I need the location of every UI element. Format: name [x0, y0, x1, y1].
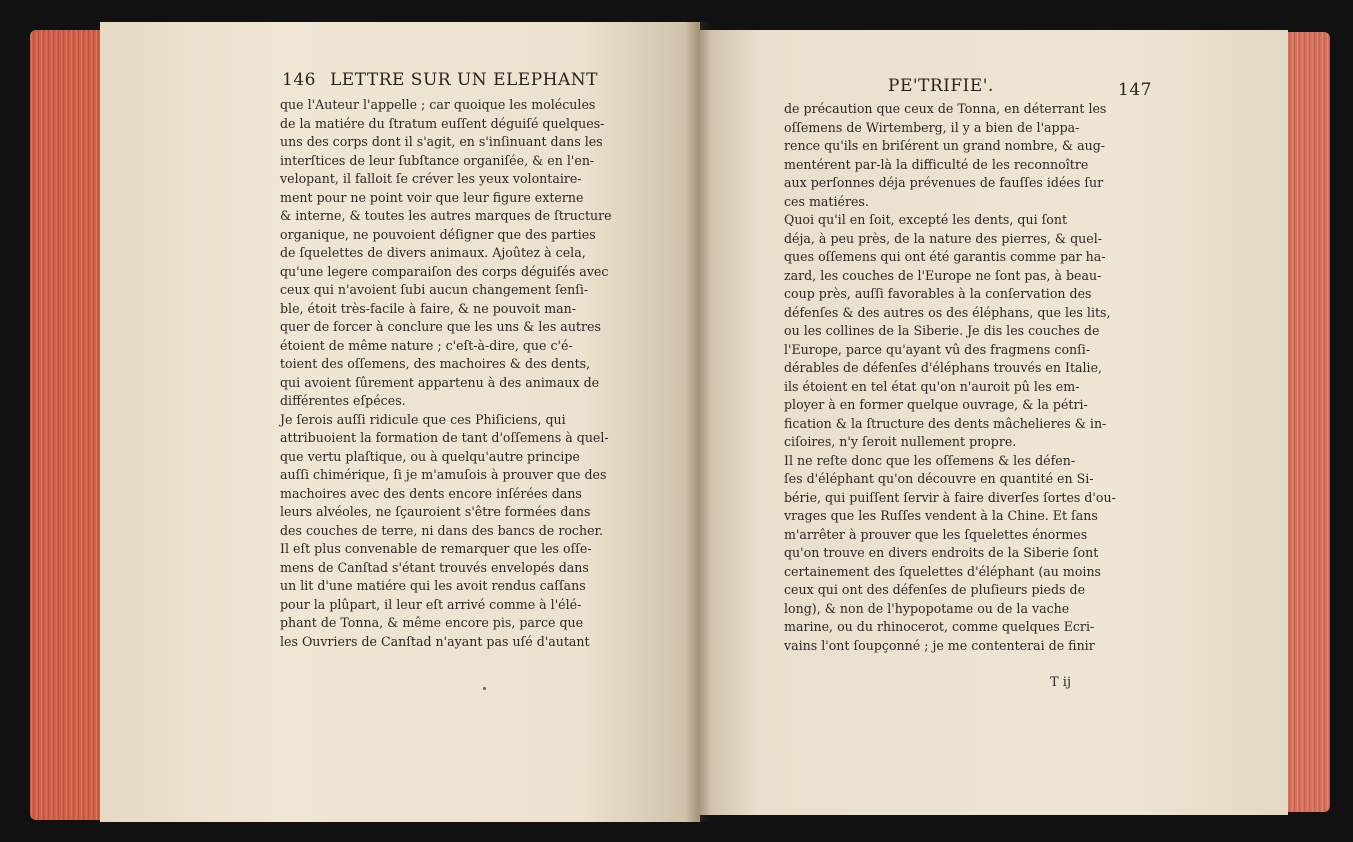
left-page-edges — [30, 30, 110, 820]
text-line: l'Europe, parce qu'ayant vû des fragmens conſi- — [784, 341, 1091, 357]
text-line: marine, ou du rhinocerot, comme quelques Ecri- — [784, 619, 1095, 634]
text-line: uns des corps dont il s'agit, en s'inſinuant dans les — [280, 134, 603, 149]
text-line: ciſoires, n'y ſeroit nullement propre. — [784, 434, 1017, 449]
text-line: défenſes & des autres os des éléphans, que les lits, — [784, 304, 1111, 320]
text-line: leurs alvéoles, ne ſçauroient s'être formées dans — [280, 504, 591, 519]
text-line: ceux qui n'avoient ſubi aucun changement ſenſi- — [280, 282, 589, 297]
text-line: ou les collines de la Siberie. Je dis les couches de — [784, 323, 1100, 338]
text-line: ble, étoit très-facile à faire, & ne pouvoit man- — [280, 300, 577, 316]
text-line: ceux qui ont des défenſes de pluſieurs pieds de — [784, 582, 1086, 597]
text-line: qui avoient ſûrement appartenu à des animaux de — [280, 374, 600, 390]
text-line: toient des oſſemens, des machoires & des dents, — [280, 356, 591, 371]
text-line: certainement des ſquelettes d'éléphant (au moins — [784, 563, 1102, 579]
text-line: différentes eſpéces. — [280, 393, 406, 408]
text-line: que l'Auteur l'appelle ; car quoique les molécules — [280, 97, 596, 112]
left-page-number: 146 — [282, 70, 316, 90]
text-line: Il eſt plus convenable de remarquer que les oſſe- — [280, 541, 592, 556]
text-line: Quoi qu'il en ſoit, excepté les dents, qui ſont — [784, 212, 1068, 227]
text-line: long), & non de l'hypopotame ou de la vache — [784, 600, 1070, 616]
text-line: des couches de terre, ni dans des bancs de rocher. — [280, 522, 604, 538]
text-line: ques oſſemens qui ont été garantis comme par ha- — [784, 249, 1106, 264]
text-line: & interne, & toutes les autres marques de ſtructure — [280, 208, 612, 223]
text-line: m'arrêter à prouver que les ſquelettes énormes — [784, 526, 1088, 542]
text-line: organique, ne pouvoient déſigner que des parties — [280, 226, 596, 242]
text-line: interſtices de leur ſubſtance organiſée, & en l'en- — [280, 152, 595, 168]
text-line: de la matiére du ſtratum euſſent déguiſé quelques- — [280, 115, 605, 131]
text-line: Je ſerois auſſi ridicule que ces Phiſiciens, qui — [280, 411, 566, 427]
text-line: ces matiéres. — [784, 193, 869, 209]
text-line: Il ne reſte donc que les oſſemens & les défen- — [784, 452, 1076, 468]
text-line: phant de Tonna, & même encore pis, parce que — [280, 615, 584, 630]
text-line: coup près, auſſi favorables à la conſervation des — [784, 286, 1092, 301]
text-line: que vertu plaſtique, ou à quelqu'autre principe — [280, 448, 580, 464]
left-page — [100, 22, 700, 822]
text-line: quer de forcer à conclure que les uns & les autres — [280, 319, 601, 334]
left-running-head: LETTRE SUR UN ELEPHANT — [330, 70, 598, 90]
text-line: de ſquelettes de divers animaux. Ajoûtez à cela, — [280, 245, 586, 260]
right-running-head: PE'TRIFIE'. — [888, 76, 994, 96]
text-line: auſſi chimérique, ſi je m'amuſois à prouver que des — [280, 467, 607, 482]
right-page-body — [784, 100, 1189, 655]
text-line: vains l'ont ſoupçonné ; je me contenterai de finir — [784, 637, 1095, 653]
text-line: fication & la ſtructure des dents mâchelieres & in- — [784, 415, 1107, 431]
text-line: machoires avec des dents encore inſérées dans — [280, 485, 582, 501]
text-line: ment pour ne point voir que leur figure externe — [280, 189, 584, 205]
text-line: pour la plûpart, il leur eſt arrivé comme à l'élé- — [280, 596, 582, 612]
signature-mark: T ij — [1050, 675, 1071, 690]
text-line: mens de Canſtad s'étant trouvés envelopés dans — [280, 559, 589, 575]
text-line: ils étoient en tel état qu'on n'auroit pû les em- — [784, 378, 1080, 394]
text-line: les Ouvriers de Canſtad n'ayant pas uſé d'autant — [280, 633, 590, 649]
text-line: zard, les couches de l'Europe ne ſont pas, à beau- — [784, 267, 1102, 283]
text-line: velopant, il falloit ſe créver les yeux volontaire- — [280, 171, 582, 186]
text-line: de précaution que ceux de Tonna, en déterrant les — [784, 101, 1107, 116]
text-line: mentérent par-là la difficulté de les reconnoître — [784, 156, 1089, 172]
text-line: déja, à peu près, de la nature des pierres, & quel- — [784, 230, 1103, 246]
text-line: attribuoient la formation de tant d'oſſemens à quel- — [280, 430, 609, 445]
text-line: un lit d'une matiére qui les avoit rendus caſſans — [280, 578, 586, 593]
text-line: dérables de défenſes d'éléphans trouvés en Italie, — [784, 360, 1103, 375]
right-page-edges — [1286, 32, 1330, 812]
printer-mark — [483, 687, 486, 690]
right-page — [698, 30, 1288, 815]
text-line: vrages que les Ruſſes vendent à la Chine. Et ſans — [784, 508, 1098, 523]
text-line: aux perſonnes déja prévenues de fauſſes idées ſur — [784, 175, 1104, 190]
text-line: ployer à en former quelque ouvrage, & la pétri- — [784, 397, 1088, 412]
right-page-number: 147 — [1118, 80, 1152, 100]
text-line: rence qu'ils en briſérent un grand nombre, & aug- — [784, 138, 1106, 153]
text-line: ſes d'éléphant qu'on découvre en quantité en Si- — [784, 471, 1094, 486]
book-gutter — [685, 22, 711, 822]
text-line: oſſemens de Wirtemberg, il y a bien de l'appa- — [784, 119, 1080, 135]
text-line: bérie, qui puiſſent ſervir à faire diverſes ſortes d'ou- — [784, 489, 1116, 505]
text-line: qu'une legere comparaiſon des corps déguiſés avec — [280, 263, 609, 279]
open-book — [30, 22, 1330, 822]
text-line: étoient de même nature ; c'eſt-à-dire, que c'é- — [280, 337, 573, 353]
left-page-body — [280, 96, 680, 651]
text-line: qu'on trouve en divers endroits de la Siberie ſont — [784, 545, 1099, 560]
